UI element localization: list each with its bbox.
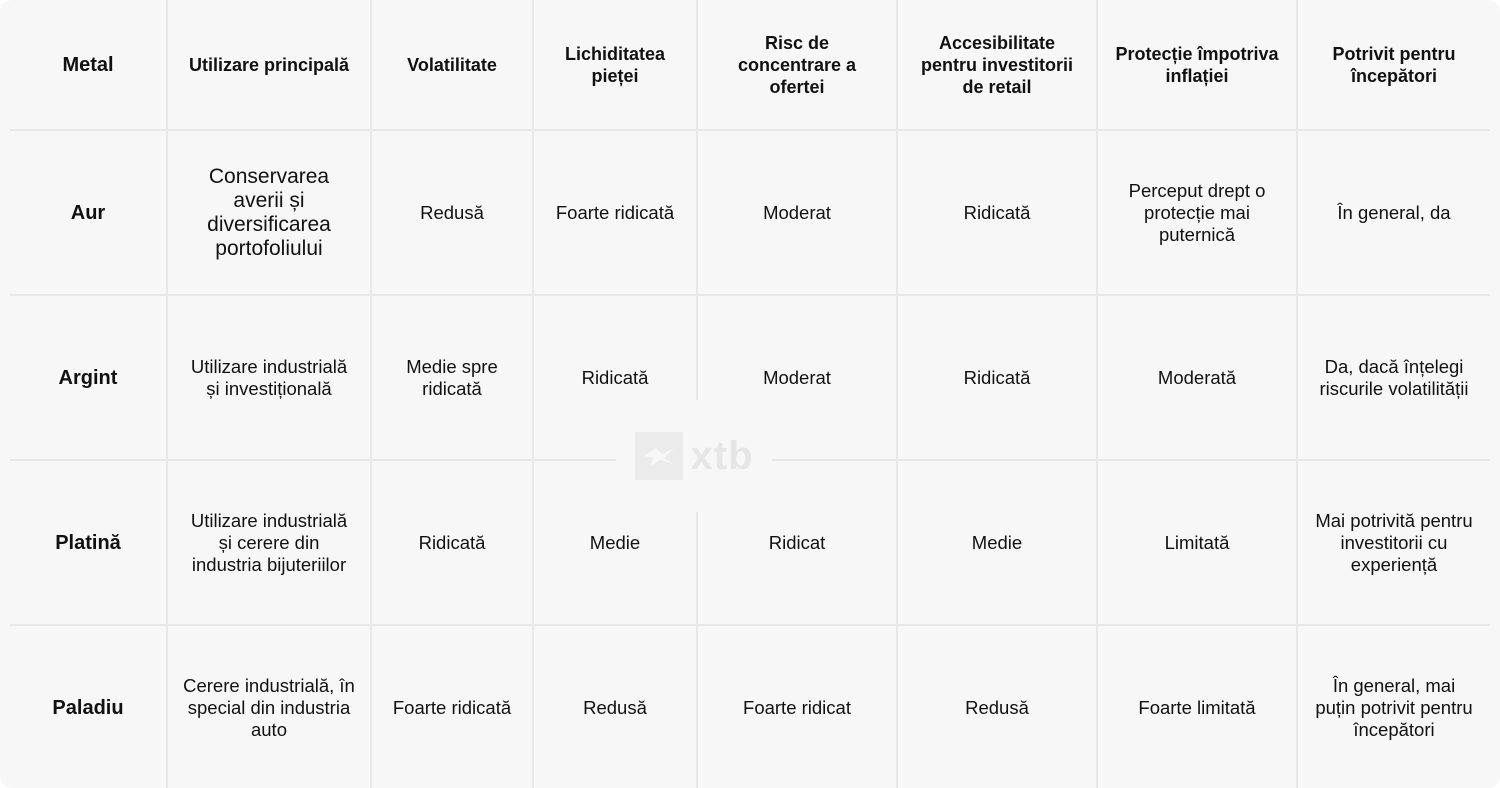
table-cell: Limitată [1097, 460, 1297, 625]
metal-name: Argint [10, 295, 167, 460]
table-cell: Foarte limitată [1097, 625, 1297, 788]
table-cell: Ridicată [897, 130, 1097, 295]
metal-name: Platină [10, 460, 167, 625]
table-cell: În general, da [1297, 130, 1490, 295]
table-cell: Moderat [697, 295, 897, 460]
table-cell: Ridicat [697, 460, 897, 625]
table-row [10, 130, 1490, 295]
xtb-watermark [616, 400, 772, 512]
table-cell: Cerere industrială, în special din industria auto [167, 625, 371, 788]
xtb-logo-icon [635, 432, 683, 480]
table-cell: Ridicată [897, 295, 1097, 460]
table-cell: Foarte ridicată [371, 625, 533, 788]
table-cell: Redusă [533, 625, 697, 788]
header-liquidity: Lichiditatea pieței [533, 0, 697, 130]
table-cell: Medie [533, 460, 697, 625]
table-cell: Conservarea averii și diversificarea portofoliului [167, 130, 371, 295]
header-main-use: Utilizare principală [167, 0, 371, 130]
table-cell: Ridicată [533, 295, 697, 460]
header-supply-risk: Risc de concentrare a ofertei [697, 0, 897, 130]
table-cell: Utilizare industrială și cerere din industria bijuteriilor [167, 460, 371, 625]
table-cell: Moderată [1097, 295, 1297, 460]
header-row [10, 0, 1490, 130]
table-cell: Da, dacă înțelegi riscurile volatilității [1297, 295, 1490, 460]
metals-comparison-table [10, 0, 1490, 788]
header-inflation-protection: Protecție împotriva inflației [1097, 0, 1297, 130]
table-cell: Redusă [371, 130, 533, 295]
table-cell: În general, mai puțin potrivit pentru începători [1315, 674, 1473, 740]
table-cell: Moderat [697, 130, 897, 295]
table-row [10, 625, 1490, 788]
header-metal: Metal [10, 0, 167, 130]
header-volatility: Volatilitate [371, 0, 533, 130]
table-cell: Ridicată [371, 460, 533, 625]
header-beginner-suitable: Potrivit pentru începători [1297, 0, 1490, 130]
table-cell: Foarte ridicată [533, 130, 697, 295]
table-cell: Mai potrivită pentru investitorii cu experiență [1297, 460, 1490, 625]
table-cell: Utilizare industrială și investițională [167, 295, 371, 460]
metal-name: Paladiu [10, 625, 167, 788]
table-cell: Medie spre ridicată [371, 295, 533, 460]
table-cell: Redusă [897, 625, 1097, 788]
table-cell: Medie [897, 460, 1097, 625]
header-retail-access: Accesibilitate pentru investitorii de retail [897, 0, 1097, 130]
table-cell: Perceput drept o protecție mai puternică [1097, 130, 1297, 295]
watermark-text: xtb [690, 433, 754, 478]
metal-name: Aur [10, 130, 167, 295]
table-cell: Foarte ridicat [697, 625, 897, 788]
